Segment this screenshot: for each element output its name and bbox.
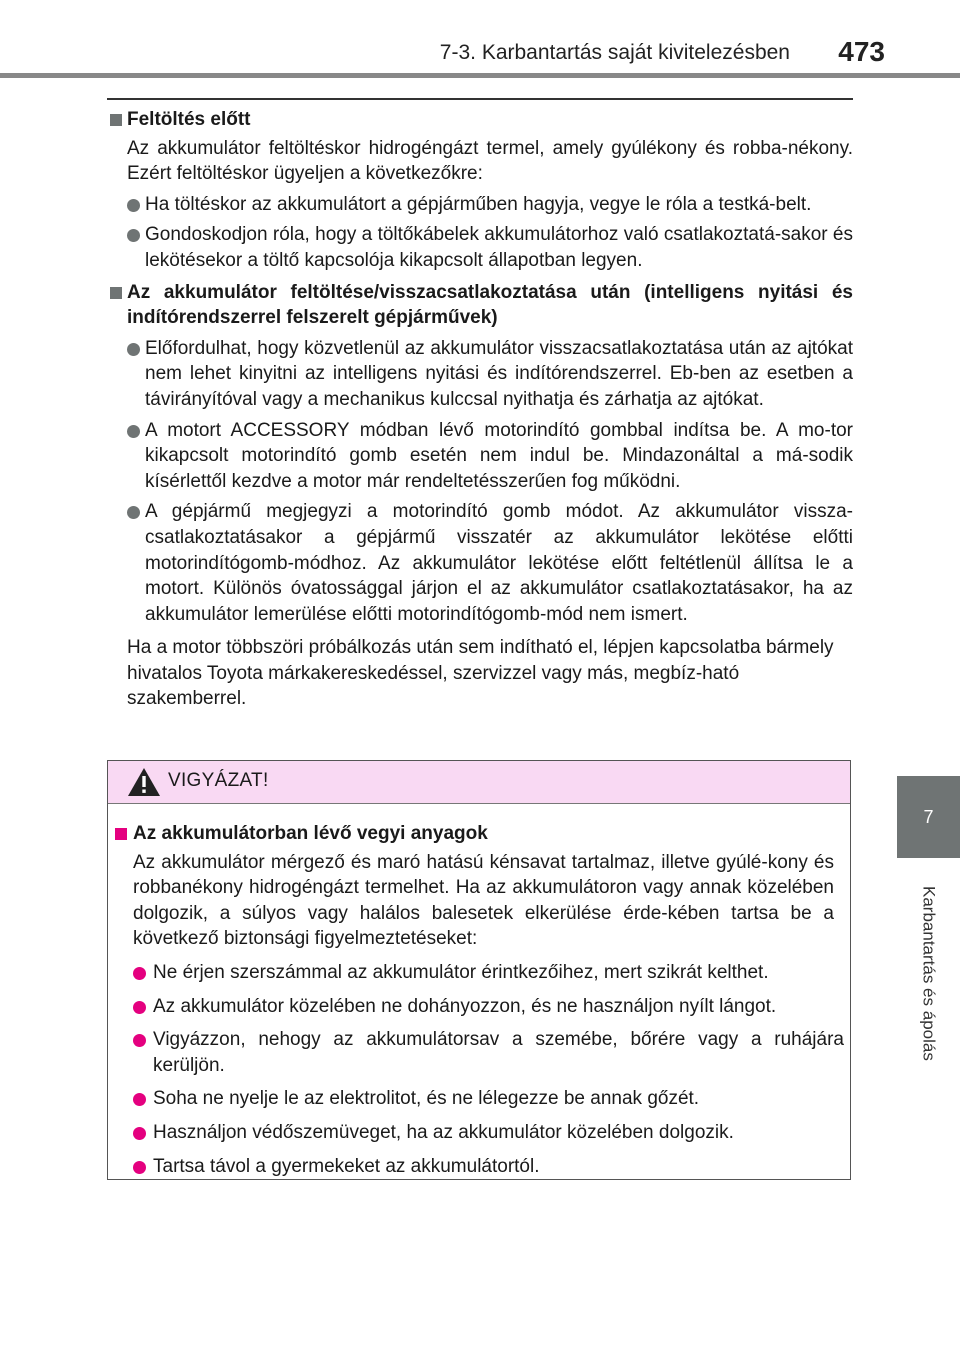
circle-bullet-icon <box>133 1127 146 1140</box>
chapter-number: 7 <box>923 806 934 827</box>
list-item: Használjon védőszemüveget, ha az akkumulátor közelében dolgozik. <box>108 1120 844 1146</box>
warning-intro: Az akkumulátor mérgező és maró hatású kénsavat tartalmaz, illetve gyúlé-kony és robbanékony hidrogéngázt termelhet. Ha az akkumulátoron vagy annak közelében dolgozik, a súlyos vagy halálos balesetek elkerülése érde-kében tartsa be a következő biztonsági figyelmeztetéseket: <box>133 851 834 950</box>
chapter-title: Karbantartás és ápolás <box>919 885 939 1061</box>
list-item: Ha töltéskor az akkumulátort a gépjárműben hagyja, vegye le róla a testká-belt. <box>107 192 853 218</box>
warning-triangle-icon <box>127 767 161 797</box>
chapter-tab <box>897 776 960 858</box>
chapter-side-label <box>897 858 960 1088</box>
warning-box <box>107 760 851 1180</box>
section-closing: Ha a motor többszöri próbálkozás után sem indítható el, lépjen kapcsolatba bármely hivatalos Toyota márkakereskedéssel, szervizzel vagy más, megbíz-ható szakemberrel. <box>127 637 834 710</box>
circle-bullet-icon <box>133 1001 146 1014</box>
section-title: 7-3. Karbantartás saját kivitelezésben <box>439 41 790 64</box>
section-heading-before-charging: Feltöltés előtt <box>107 107 853 133</box>
list-item: A motort ACCESSORY módban lévő motorindító gombbal indítsa be. A mo-tor kikapcsolt motorindító gomb esetén nem indul be. Mindazonáltal a má-sodik kísérlettől kezdve a motor már rendeltetésszerűen fog működni. <box>107 418 853 495</box>
list-item: A gépjármű megjegyzi a motorindító gomb módot. Az akkumulátor vissza-csatlakoztatásakor a gépjármű visszatér az akkumulátor lekötése előtti motorindítógomb-módhoz. Az akkumulátor lekötése előtt feltétlenül állítsa le a motort. Különös óvatossággal járjon el az akkumulátor csatlakoztatásakor, ha az akkumulátor lemerülése előtti motorindítógomb-mód nem ismert. <box>107 499 853 627</box>
list-item: Az akkumulátor közelében ne dohányozzon, és ne használjon nyílt lángot. <box>108 994 844 1020</box>
main-content <box>107 107 853 712</box>
circle-bullet-icon <box>133 1093 146 1106</box>
circle-bullet-icon <box>133 1161 146 1174</box>
square-bullet-icon <box>110 287 122 299</box>
square-bullet-icon <box>110 114 122 126</box>
list-item: Soha ne nyelje le az elektrolitot, és ne lélegezze be annak gőzét. <box>108 1086 844 1112</box>
circle-bullet-icon <box>127 343 140 356</box>
header-divider <box>0 73 960 78</box>
circle-bullet-icon <box>127 425 140 438</box>
square-bullet-icon <box>115 828 127 840</box>
circle-bullet-icon <box>127 199 140 212</box>
section-heading-after-charging: Az akkumulátor feltöltése/visszacsatlakoztatása után (intelligens nyitási és indítórendszerrel felszerelt gépjárművek) <box>107 280 853 331</box>
circle-bullet-icon <box>127 506 140 519</box>
list-item: Vigyázzon, nehogy az akkumulátorsav a szemébe, bőrére vagy a ruhájára kerüljön. <box>108 1027 844 1078</box>
page-number: 473 <box>838 36 885 67</box>
warning-header <box>108 761 850 804</box>
list-item: Előfordulhat, hogy közvetlenül az akkumulátor visszacsatlakoztatása után az ajtókat nem lehet kinyitni az intelligens nyitási és indítórendszerrel. Eb-ben az esetben a távirányítóval vagy a mechanikus kulccsal nyithatja és zárhatja az ajtókat. <box>107 336 853 413</box>
section-intro: Az akkumulátor feltöltéskor hidrogéngázt termel, amely gyúlékony és robba-nékony. Ezért feltöltéskor ügyeljen a következőkre: <box>127 137 853 185</box>
list-item: Gondoskodjon róla, hogy a töltőkábelek akkumulátorhoz való csatlakoztatá-sakor és lekötésekor a töltő kapcsolója kikapcsolt állapotban legyen. <box>107 222 853 273</box>
circle-bullet-icon <box>127 229 140 242</box>
circle-bullet-icon <box>133 967 146 980</box>
list-item: Ne érjen szerszámmal az akkumulátor érintkezőihez, mert szikrát kelthet. <box>108 960 844 986</box>
warning-heading: Az akkumulátorban lévő vegyi anyagok <box>108 821 844 847</box>
warning-body <box>108 804 850 1179</box>
warning-title: VIGYÁZAT! <box>168 770 269 791</box>
content-divider <box>107 98 853 100</box>
list-item: Tartsa távol a gyermekeket az akkumulátortól. <box>108 1154 844 1180</box>
circle-bullet-icon <box>133 1034 146 1047</box>
